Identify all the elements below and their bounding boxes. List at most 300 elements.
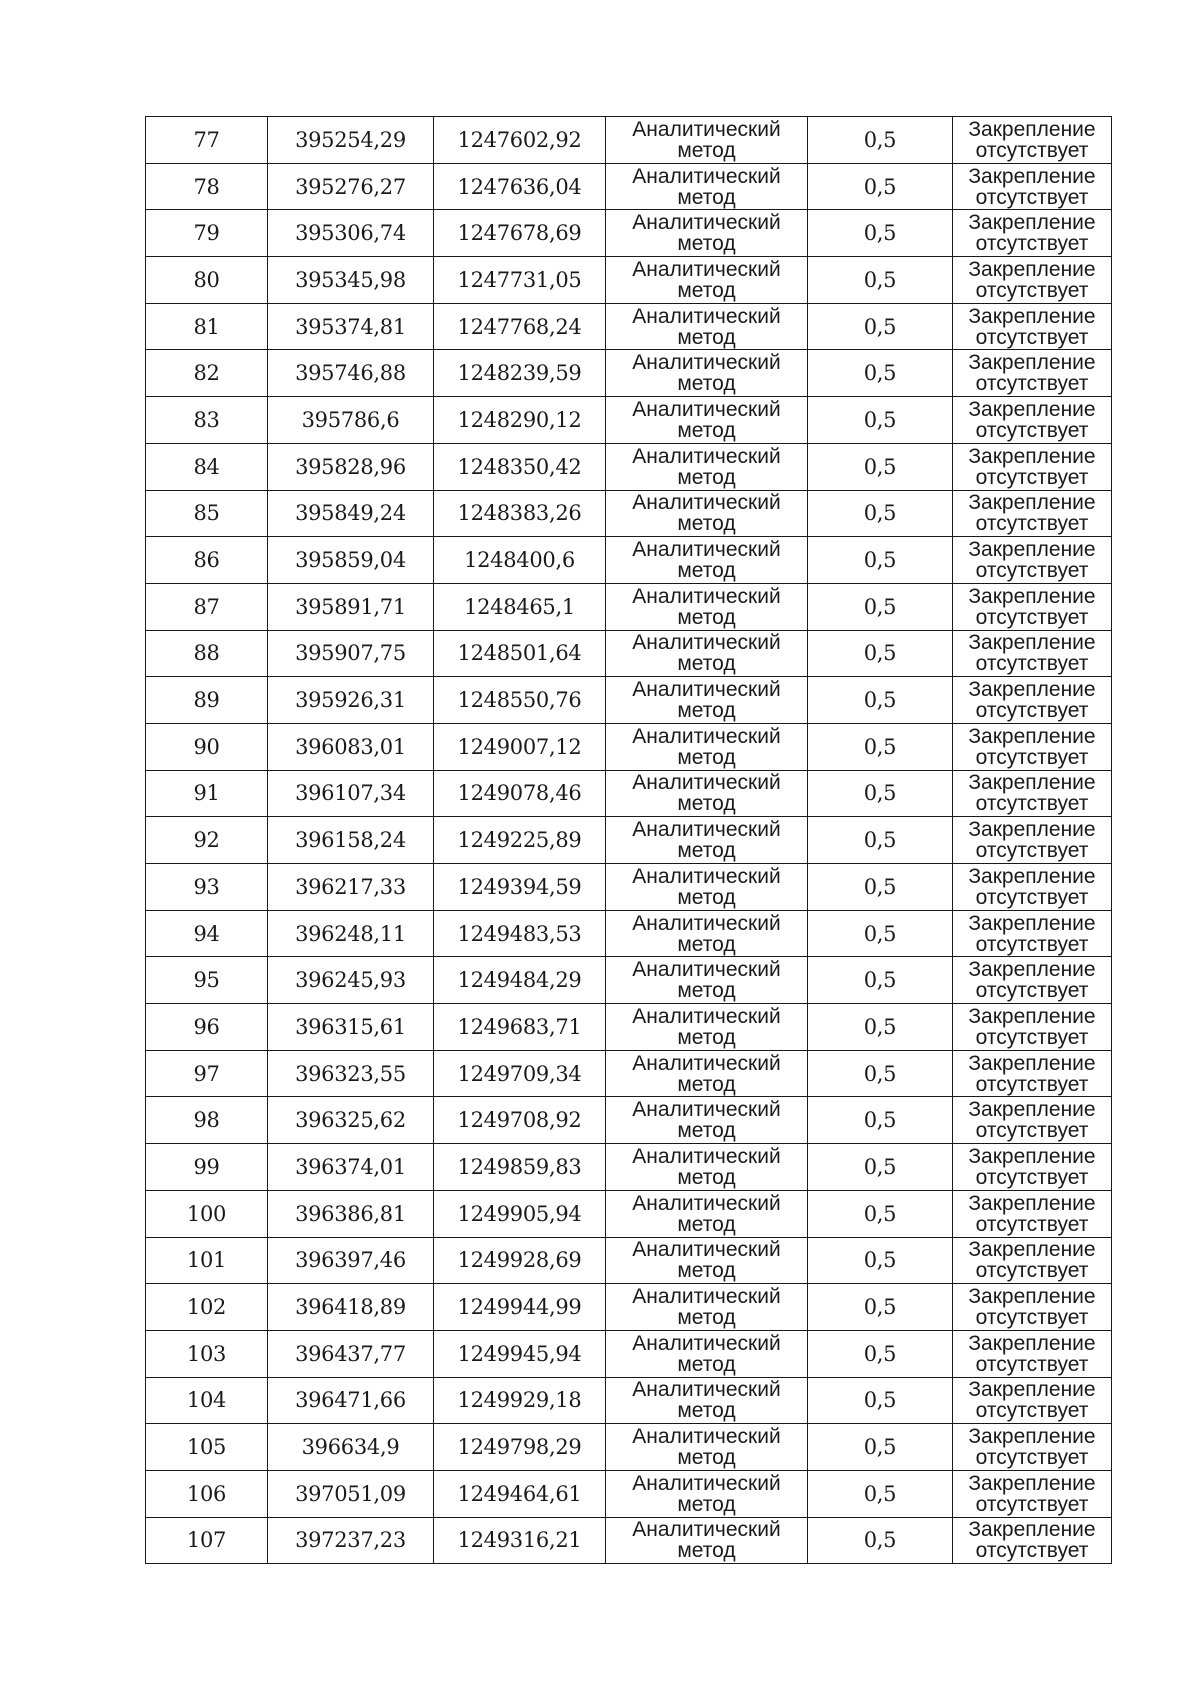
x-coordinate-cell: 397051,09 [268, 1470, 434, 1517]
method-cell-line1: Аналитический [632, 1144, 781, 1168]
method-cell [606, 1517, 808, 1564]
method-cell-line2: метод [677, 372, 736, 396]
accuracy-cell: 0,5 [808, 723, 953, 770]
marking-cell-line2: отсутствует [975, 839, 1089, 863]
y-coordinate-cell: 1248400,6 [434, 537, 606, 584]
method-cell-line2: метод [677, 1259, 736, 1283]
method-cell-line1: Аналитический [632, 678, 781, 702]
method-cell-line1: Аналитический [632, 397, 781, 421]
marking-cell [953, 350, 1112, 397]
point-number-cell: 101 [146, 1237, 268, 1284]
method-cell-line1: Аналитический [632, 1425, 781, 1449]
marking-cell-line2: отсутствует [975, 559, 1089, 583]
point-number-cell: 93 [146, 864, 268, 911]
y-coordinate-cell: 1248501,64 [434, 630, 606, 677]
x-coordinate-cell: 396471,66 [268, 1377, 434, 1424]
x-coordinate-cell: 396158,24 [268, 817, 434, 864]
method-cell-line2: метод [677, 745, 736, 769]
method-cell [606, 630, 808, 677]
accuracy-cell: 0,5 [808, 397, 953, 444]
marking-cell-line2: отсутствует [975, 1259, 1089, 1283]
marking-cell-line1: Закрепление [968, 351, 1096, 375]
y-coordinate-cell: 1248550,76 [434, 677, 606, 724]
y-coordinate-cell: 1249928,69 [434, 1237, 606, 1284]
y-coordinate-cell: 1248290,12 [434, 397, 606, 444]
method-cell-line1: Аналитический [632, 538, 781, 562]
marking-cell [953, 210, 1112, 257]
marking-cell-line1: Закрепление [968, 678, 1096, 702]
y-coordinate-cell: 1249078,46 [434, 770, 606, 817]
point-number-cell: 94 [146, 910, 268, 957]
marking-cell-line2: отсутствует [975, 979, 1089, 1003]
point-number-cell: 89 [146, 677, 268, 724]
method-cell-line2: метод [677, 1399, 736, 1423]
marking-cell-line2: отсутствует [975, 1212, 1089, 1236]
point-number-cell: 83 [146, 397, 268, 444]
method-cell [606, 303, 808, 350]
coordinates-table [145, 116, 1112, 1564]
marking-cell [953, 303, 1112, 350]
marking-cell-line2: отсутствует [975, 1306, 1089, 1330]
marking-cell-line2: отсутствует [975, 605, 1089, 629]
method-cell-line1: Аналитический [632, 211, 781, 235]
method-cell-line2: метод [677, 792, 736, 816]
marking-cell-line1: Закрепление [968, 1191, 1096, 1215]
method-cell-line2: метод [677, 1119, 736, 1143]
y-coordinate-cell: 1249484,29 [434, 957, 606, 1004]
marking-cell-line1: Закрепление [968, 911, 1096, 935]
method-cell-line2: метод [677, 885, 736, 909]
marking-cell [953, 1190, 1112, 1237]
point-number-cell: 91 [146, 770, 268, 817]
marking-cell-line1: Закрепление [968, 491, 1096, 515]
method-cell [606, 770, 808, 817]
table-row [146, 257, 1112, 304]
method-cell [606, 1004, 808, 1051]
y-coordinate-cell: 1248383,26 [434, 490, 606, 537]
table-row [146, 817, 1112, 864]
marking-cell-line2: отсутствует [975, 1119, 1089, 1143]
y-coordinate-cell: 1249483,53 [434, 910, 606, 957]
y-coordinate-cell: 1249859,83 [434, 1144, 606, 1191]
marking-cell [953, 817, 1112, 864]
point-number-cell: 107 [146, 1517, 268, 1564]
point-number-cell: 97 [146, 1050, 268, 1097]
y-coordinate-cell: 1249464,61 [434, 1470, 606, 1517]
point-number-cell: 82 [146, 350, 268, 397]
marking-cell-line2: отсутствует [975, 512, 1089, 536]
method-cell-line1: Аналитический [632, 864, 781, 888]
method-cell [606, 350, 808, 397]
marking-cell-line2: отсутствует [975, 232, 1089, 256]
accuracy-cell: 0,5 [808, 117, 953, 164]
marking-cell-line2: отсутствует [975, 1165, 1089, 1189]
accuracy-cell: 0,5 [808, 583, 953, 630]
marking-cell-line1: Закрепление [968, 538, 1096, 562]
marking-cell-line2: отсутствует [975, 1352, 1089, 1376]
method-cell [606, 910, 808, 957]
table-row [146, 1470, 1112, 1517]
marking-cell-line1: Закрепление [968, 1098, 1096, 1122]
method-cell-line1: Аналитический [632, 1331, 781, 1355]
marking-cell [953, 1050, 1112, 1097]
method-cell-line2: метод [677, 1539, 736, 1563]
marking-cell-line1: Закрепление [968, 958, 1096, 982]
method-cell-line2: метод [677, 418, 736, 442]
marking-cell-line2: отсутствует [975, 185, 1089, 209]
marking-cell [953, 630, 1112, 677]
x-coordinate-cell: 396418,89 [268, 1284, 434, 1331]
marking-cell-line2: отсутствует [975, 792, 1089, 816]
marking-cell-line1: Закрепление [968, 864, 1096, 888]
method-cell-line2: метод [677, 839, 736, 863]
marking-cell-line1: Закрепление [968, 631, 1096, 655]
marking-cell-line1: Закрепление [968, 818, 1096, 842]
accuracy-cell: 0,5 [808, 1424, 953, 1471]
y-coordinate-cell: 1249225,89 [434, 817, 606, 864]
method-cell [606, 1237, 808, 1284]
marking-cell [953, 397, 1112, 444]
marking-cell [953, 117, 1112, 164]
marking-cell-line1: Закрепление [968, 1051, 1096, 1075]
point-number-cell: 84 [146, 443, 268, 490]
y-coordinate-cell: 1248465,1 [434, 583, 606, 630]
y-coordinate-cell: 1247678,69 [434, 210, 606, 257]
table-row [146, 583, 1112, 630]
point-number-cell: 103 [146, 1330, 268, 1377]
accuracy-cell: 0,5 [808, 1004, 953, 1051]
method-cell-line2: метод [677, 1072, 736, 1096]
method-cell-line2: метод [677, 325, 736, 349]
method-cell-line1: Аналитический [632, 911, 781, 935]
method-cell [606, 1330, 808, 1377]
method-cell-line2: метод [677, 1446, 736, 1470]
accuracy-cell: 0,5 [808, 817, 953, 864]
point-number-cell: 80 [146, 257, 268, 304]
x-coordinate-cell: 396315,61 [268, 1004, 434, 1051]
marking-cell-line2: отсутствует [975, 1492, 1089, 1516]
point-number-cell: 88 [146, 630, 268, 677]
y-coordinate-cell: 1249394,59 [434, 864, 606, 911]
marking-cell-line1: Закрепление [968, 1331, 1096, 1355]
x-coordinate-cell: 396107,34 [268, 770, 434, 817]
table-row [146, 163, 1112, 210]
accuracy-cell: 0,5 [808, 1330, 953, 1377]
x-coordinate-cell: 396323,55 [268, 1050, 434, 1097]
marking-cell [953, 1284, 1112, 1331]
marking-cell-line2: отсутствует [975, 372, 1089, 396]
table-row [146, 630, 1112, 677]
x-coordinate-cell: 396325,62 [268, 1097, 434, 1144]
method-cell-line2: метод [677, 1025, 736, 1049]
method-cell [606, 1097, 808, 1144]
table-row [146, 117, 1112, 164]
marking-cell [953, 1377, 1112, 1424]
accuracy-cell: 0,5 [808, 443, 953, 490]
marking-cell [953, 957, 1112, 1004]
marking-cell-line2: отсутствует [975, 138, 1089, 162]
marking-cell-line2: отсутствует [975, 278, 1089, 302]
accuracy-cell: 0,5 [808, 864, 953, 911]
method-cell-line1: Аналитический [632, 1051, 781, 1075]
method-cell [606, 163, 808, 210]
point-number-cell: 95 [146, 957, 268, 1004]
x-coordinate-cell: 395907,75 [268, 630, 434, 677]
point-number-cell: 77 [146, 117, 268, 164]
y-coordinate-cell: 1249708,92 [434, 1097, 606, 1144]
marking-cell-line1: Закрепление [968, 117, 1096, 141]
marking-cell-line1: Закрепление [968, 1425, 1096, 1449]
table-row [146, 350, 1112, 397]
x-coordinate-cell: 395254,29 [268, 117, 434, 164]
marking-cell-line2: отсутствует [975, 325, 1089, 349]
marking-cell [953, 770, 1112, 817]
y-coordinate-cell: 1249709,34 [434, 1050, 606, 1097]
y-coordinate-cell: 1249798,29 [434, 1424, 606, 1471]
table-body [146, 117, 1112, 1564]
marking-cell [953, 490, 1112, 537]
accuracy-cell: 0,5 [808, 1097, 953, 1144]
marking-cell-line1: Закрепление [968, 444, 1096, 468]
y-coordinate-cell: 1249905,94 [434, 1190, 606, 1237]
accuracy-cell: 0,5 [808, 350, 953, 397]
point-number-cell: 79 [146, 210, 268, 257]
method-cell-line2: метод [677, 232, 736, 256]
x-coordinate-cell: 397237,23 [268, 1517, 434, 1564]
point-number-cell: 78 [146, 163, 268, 210]
table-row [146, 443, 1112, 490]
method-cell-line1: Аналитический [632, 771, 781, 795]
marking-cell-line1: Закрепление [968, 1471, 1096, 1495]
marking-cell [953, 257, 1112, 304]
accuracy-cell: 0,5 [808, 1050, 953, 1097]
point-number-cell: 87 [146, 583, 268, 630]
marking-cell [953, 1517, 1112, 1564]
method-cell [606, 1284, 808, 1331]
x-coordinate-cell: 395828,96 [268, 443, 434, 490]
method-cell [606, 723, 808, 770]
method-cell-line2: метод [677, 1306, 736, 1330]
point-number-cell: 81 [146, 303, 268, 350]
method-cell [606, 1144, 808, 1191]
marking-cell [953, 1237, 1112, 1284]
marking-cell-line2: отсутствует [975, 1072, 1089, 1096]
x-coordinate-cell: 395786,6 [268, 397, 434, 444]
x-coordinate-cell: 396397,46 [268, 1237, 434, 1284]
marking-cell [953, 723, 1112, 770]
table-row [146, 1284, 1112, 1331]
table-row [146, 537, 1112, 584]
marking-cell [953, 1424, 1112, 1471]
marking-cell-line2: отсутствует [975, 745, 1089, 769]
marking-cell [953, 1330, 1112, 1377]
method-cell-line1: Аналитический [632, 1518, 781, 1542]
method-cell [606, 1377, 808, 1424]
marking-cell-line1: Закрепление [968, 1378, 1096, 1402]
marking-cell-line2: отсутствует [975, 932, 1089, 956]
method-cell-line2: метод [677, 559, 736, 583]
y-coordinate-cell: 1248239,59 [434, 350, 606, 397]
accuracy-cell: 0,5 [808, 1144, 953, 1191]
method-cell-line1: Аналитический [632, 444, 781, 468]
accuracy-cell: 0,5 [808, 1377, 953, 1424]
point-number-cell: 92 [146, 817, 268, 864]
method-cell [606, 443, 808, 490]
x-coordinate-cell: 395891,71 [268, 583, 434, 630]
method-cell-line1: Аналитический [632, 164, 781, 188]
method-cell-line1: Аналитический [632, 584, 781, 608]
y-coordinate-cell: 1247602,92 [434, 117, 606, 164]
marking-cell-line1: Закрепление [968, 257, 1096, 281]
x-coordinate-cell: 395746,88 [268, 350, 434, 397]
accuracy-cell: 0,5 [808, 1237, 953, 1284]
marking-cell [953, 910, 1112, 957]
method-cell [606, 1190, 808, 1237]
marking-cell-line2: отсутствует [975, 885, 1089, 909]
accuracy-cell: 0,5 [808, 1190, 953, 1237]
x-coordinate-cell: 396634,9 [268, 1424, 434, 1471]
method-cell-line1: Аналитический [632, 257, 781, 281]
table-row [146, 1004, 1112, 1051]
point-number-cell: 105 [146, 1424, 268, 1471]
marking-cell [953, 677, 1112, 724]
y-coordinate-cell: 1247636,04 [434, 163, 606, 210]
table-row [146, 490, 1112, 537]
accuracy-cell: 0,5 [808, 910, 953, 957]
accuracy-cell: 0,5 [808, 630, 953, 677]
marking-cell [953, 537, 1112, 584]
method-cell-line2: метод [677, 605, 736, 629]
point-number-cell: 99 [146, 1144, 268, 1191]
method-cell [606, 257, 808, 304]
marking-cell-line2: отсутствует [975, 652, 1089, 676]
accuracy-cell: 0,5 [808, 210, 953, 257]
method-cell-line1: Аналитический [632, 117, 781, 141]
method-cell-line2: метод [677, 1212, 736, 1236]
y-coordinate-cell: 1248350,42 [434, 443, 606, 490]
y-coordinate-cell: 1249944,99 [434, 1284, 606, 1331]
marking-cell-line1: Закрепление [968, 1144, 1096, 1168]
method-cell [606, 490, 808, 537]
method-cell-line2: метод [677, 979, 736, 1003]
x-coordinate-cell: 396386,81 [268, 1190, 434, 1237]
table-row [146, 210, 1112, 257]
marking-cell-line1: Закрепление [968, 211, 1096, 235]
x-coordinate-cell: 395276,27 [268, 163, 434, 210]
method-cell-line1: Аналитический [632, 724, 781, 748]
x-coordinate-cell: 396245,93 [268, 957, 434, 1004]
accuracy-cell: 0,5 [808, 303, 953, 350]
marking-cell-line1: Закрепление [968, 584, 1096, 608]
table-row [146, 1237, 1112, 1284]
marking-cell [953, 443, 1112, 490]
table-row [146, 1190, 1112, 1237]
x-coordinate-cell: 395306,74 [268, 210, 434, 257]
y-coordinate-cell: 1249683,71 [434, 1004, 606, 1051]
marking-cell [953, 1144, 1112, 1191]
point-number-cell: 96 [146, 1004, 268, 1051]
table-row [146, 1330, 1112, 1377]
method-cell-line1: Аналитический [632, 1471, 781, 1495]
method-cell [606, 210, 808, 257]
marking-cell-line1: Закрепление [968, 164, 1096, 188]
table-row [146, 1050, 1112, 1097]
marking-cell [953, 163, 1112, 210]
table-row [146, 397, 1112, 444]
method-cell-line1: Аналитический [632, 304, 781, 328]
method-cell-line2: метод [677, 932, 736, 956]
marking-cell-line2: отсутствует [975, 1025, 1089, 1049]
method-cell [606, 817, 808, 864]
point-number-cell: 90 [146, 723, 268, 770]
table-row [146, 957, 1112, 1004]
method-cell-line2: метод [677, 465, 736, 489]
method-cell [606, 1050, 808, 1097]
method-cell-line1: Аналитический [632, 491, 781, 515]
x-coordinate-cell: 395849,24 [268, 490, 434, 537]
accuracy-cell: 0,5 [808, 537, 953, 584]
method-cell-line1: Аналитический [632, 818, 781, 842]
y-coordinate-cell: 1249929,18 [434, 1377, 606, 1424]
method-cell [606, 583, 808, 630]
marking-cell [953, 1470, 1112, 1517]
y-coordinate-cell: 1247731,05 [434, 257, 606, 304]
method-cell [606, 957, 808, 1004]
x-coordinate-cell: 395926,31 [268, 677, 434, 724]
x-coordinate-cell: 396437,77 [268, 1330, 434, 1377]
marking-cell-line2: отсутствует [975, 1399, 1089, 1423]
table-row [146, 1424, 1112, 1471]
accuracy-cell: 0,5 [808, 770, 953, 817]
marking-cell-line1: Закрепление [968, 1518, 1096, 1542]
table-row [146, 770, 1112, 817]
accuracy-cell: 0,5 [808, 163, 953, 210]
marking-cell-line2: отсутствует [975, 1539, 1089, 1563]
table-row [146, 1377, 1112, 1424]
method-cell-line1: Аналитический [632, 1378, 781, 1402]
point-number-cell: 102 [146, 1284, 268, 1331]
y-coordinate-cell: 1249007,12 [434, 723, 606, 770]
marking-cell-line1: Закрепление [968, 304, 1096, 328]
method-cell [606, 537, 808, 584]
method-cell-line1: Аналитический [632, 1285, 781, 1309]
method-cell-line1: Аналитический [632, 958, 781, 982]
accuracy-cell: 0,5 [808, 1517, 953, 1564]
marking-cell-line2: отсутствует [975, 418, 1089, 442]
method-cell [606, 117, 808, 164]
method-cell-line2: метод [677, 138, 736, 162]
x-coordinate-cell: 396083,01 [268, 723, 434, 770]
method-cell-line2: метод [677, 278, 736, 302]
x-coordinate-cell: 395374,81 [268, 303, 434, 350]
y-coordinate-cell: 1247768,24 [434, 303, 606, 350]
method-cell [606, 1424, 808, 1471]
x-coordinate-cell: 396248,11 [268, 910, 434, 957]
method-cell [606, 1470, 808, 1517]
method-cell-line1: Аналитический [632, 1004, 781, 1028]
marking-cell-line1: Закрепление [968, 1238, 1096, 1262]
accuracy-cell: 0,5 [808, 677, 953, 724]
marking-cell-line1: Закрепление [968, 1004, 1096, 1028]
method-cell-line2: метод [677, 512, 736, 536]
marking-cell [953, 1004, 1112, 1051]
method-cell-line2: метод [677, 652, 736, 676]
method-cell-line1: Аналитический [632, 1238, 781, 1262]
method-cell-line1: Аналитический [632, 1098, 781, 1122]
y-coordinate-cell: 1249316,21 [434, 1517, 606, 1564]
marking-cell [953, 1097, 1112, 1144]
method-cell-line1: Аналитический [632, 351, 781, 375]
